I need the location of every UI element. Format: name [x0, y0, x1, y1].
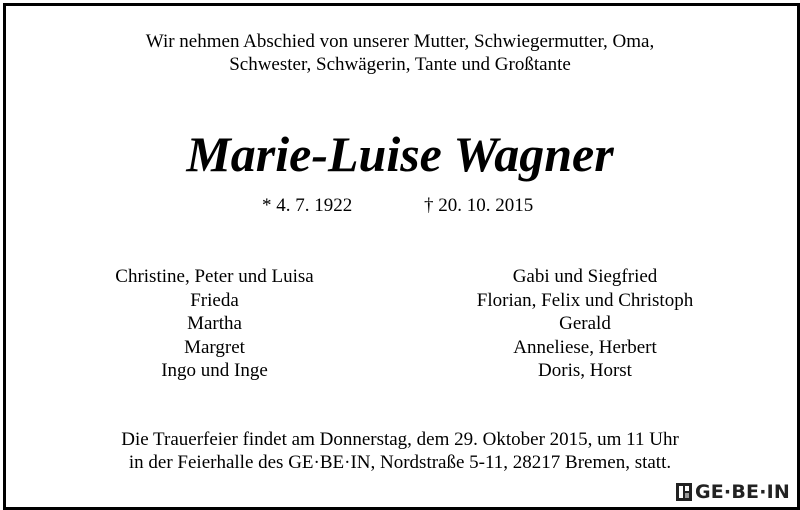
gebein-logo-icon	[676, 483, 692, 501]
gebein-logo	[676, 482, 790, 502]
mourner-entry: Margret	[184, 336, 245, 358]
mourner-entry: Frieda	[190, 289, 239, 311]
ceremony-line-2: in der Feierhalle des GE·BE·IN, Nordstraße 5-11, 28217 Bremen, statt.	[128, 452, 672, 473]
mourner-entry: Florian, Felix und Christoph	[476, 289, 694, 311]
mourner-entry: Christine, Peter und Luisa	[115, 266, 314, 287]
mourner-entry: Martha	[187, 313, 242, 334]
deceased-name: Marie-Luise Wagner	[186, 126, 614, 182]
mourners-right-column	[445, 265, 725, 383]
ceremony-line-1: Die Trauerfeier findet am Donnerstag, dem 29. Oktober 2015, um 11 Uhr	[121, 429, 679, 450]
mourner-entry: Ingo und Inge	[161, 360, 268, 381]
mourner-entry: Anneliese, Herbert	[513, 336, 657, 358]
mourners-left-column	[92, 265, 337, 383]
logo-text: GE·BE·IN	[694, 481, 790, 503]
mourner-entry: Gabi und Siegfried	[512, 266, 658, 287]
intro-text	[0, 30, 800, 76]
intro-line-2: Schwester, Schwägerin, Tante und Großtante	[229, 54, 571, 75]
mourner-entry: Gerald	[559, 313, 611, 334]
intro-line-1: Wir nehmen Abschied von unserer Mutter, Schwiegermutter, Oma,	[145, 31, 655, 52]
mourner-entry: Doris, Horst	[538, 360, 632, 381]
birth-date: * 4. 7. 1922	[262, 195, 353, 216]
ceremony-info	[0, 428, 800, 474]
death-date: † 20. 10. 2015	[424, 195, 534, 216]
